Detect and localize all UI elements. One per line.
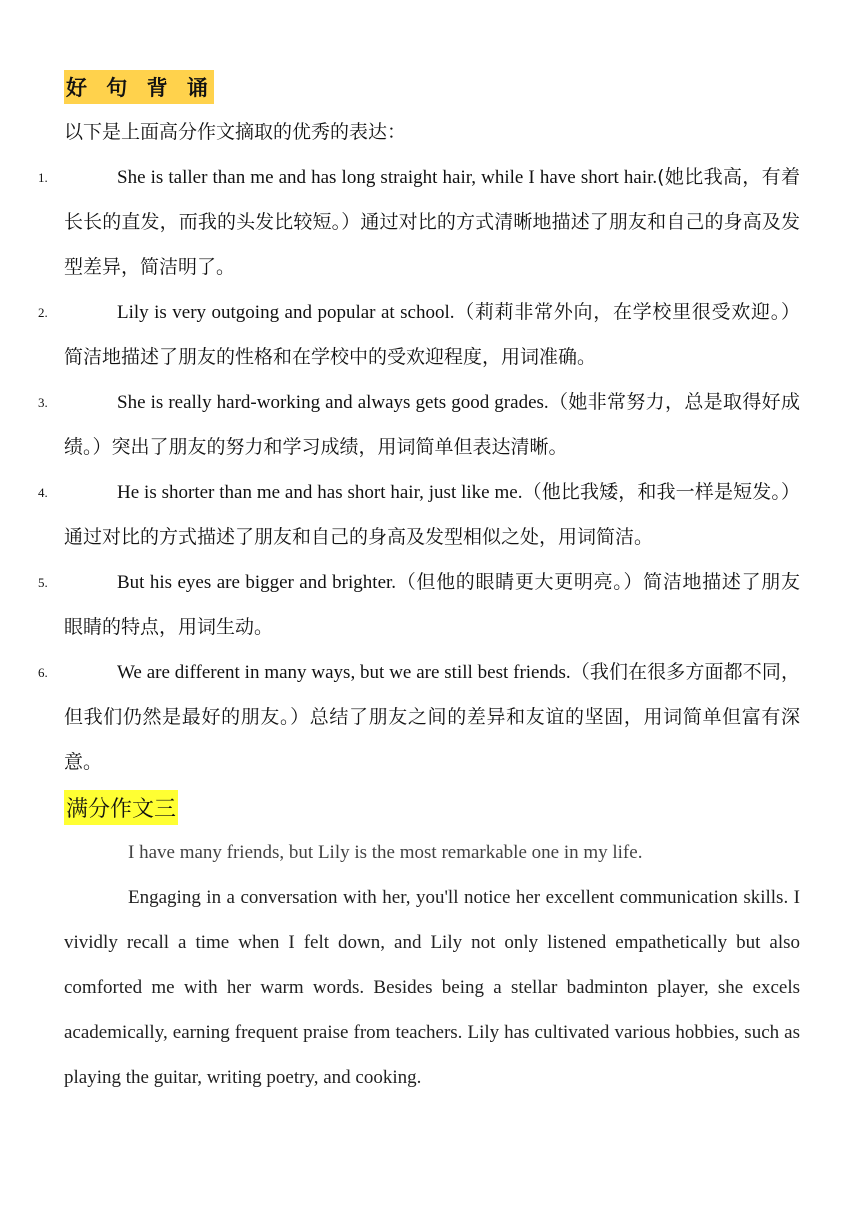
list-number: 3. [38, 395, 48, 410]
list-item [38, 155, 800, 290]
list-number: 2. [38, 305, 48, 320]
list-number: 5. [38, 575, 48, 590]
english-sentence: She is taller than me and has long straight hair, while I have short hair. [117, 167, 658, 188]
section-title-good-sentences: 好 句 背 诵 [64, 70, 214, 104]
essay-paragraph-text: Engaging in a conversation with her, you'll notice her excellent communication skills. I vividly recall a time when I felt down, and Lily not only listened empathetically but also comforted me with her warm words. Besides being a stellar badminton player, she excels academically, earning frequent praise from teachers. Lily has cultivated various hobbies, such as playing the guitar, writing poetry, and cooking. [64, 887, 800, 1088]
chinese-comment: （她非常努力，总是取得好成绩。）突出了朋友的努力和学习成绩，用词简单但表达清晰。 [64, 391, 800, 458]
list-number: 1. [38, 170, 48, 185]
chinese-comment: （莉莉非常外向，在学校里很受欢迎。）简洁地描述了朋友的性格和在学校中的受欢迎程度，用词准确。 [64, 301, 800, 368]
chinese-comment: （但他的眼睛更大更明亮。）简洁地描述了朋友眼睛的特点，用词生动。 [64, 571, 800, 638]
section-title-full-score-essay: 满分作文三 [64, 790, 178, 825]
intro-text: 以下是上面高分作文摘取的优秀的表达： [64, 121, 407, 143]
list-item [38, 470, 800, 560]
english-sentence: We are different in many ways, but we are still best friends. [117, 662, 571, 683]
english-sentence: She is really hard-working and always gets good grades. [117, 392, 549, 413]
list-item [38, 560, 800, 650]
essay-paragraph [64, 830, 800, 875]
chinese-comment: （我们在很多方面都不同，但我们仍然是最好的朋友。）总结了朋友之间的差异和友谊的坚固，用词简单但富有深意。 [64, 661, 800, 773]
list-item [38, 290, 800, 380]
list-number: 6. [38, 665, 48, 680]
list-number: 4. [38, 485, 48, 500]
english-sentence: But his eyes are bigger and brighter. [117, 572, 397, 593]
essay-paragraph [64, 875, 800, 1100]
list-item [38, 380, 800, 470]
english-sentence: He is shorter than me and has short hair, just like me. [117, 482, 523, 503]
essay-paragraph-text: I have many friends, but Lily is the most remarkable one in my life. [128, 842, 643, 863]
chinese-comment: (她比我高，有着长长的直发，而我的头发比较短。）通过对比的方式清晰地描述了朋友和自己的身高及发型差异，简洁明了。 [64, 166, 800, 278]
list-item [38, 650, 800, 785]
english-sentence: Lily is very outgoing and popular at school. [117, 302, 455, 323]
chinese-comment: （他比我矮，和我一样是短发。）通过对比的方式描述了朋友和自己的身高及发型相似之处，用词简洁。 [64, 481, 800, 548]
